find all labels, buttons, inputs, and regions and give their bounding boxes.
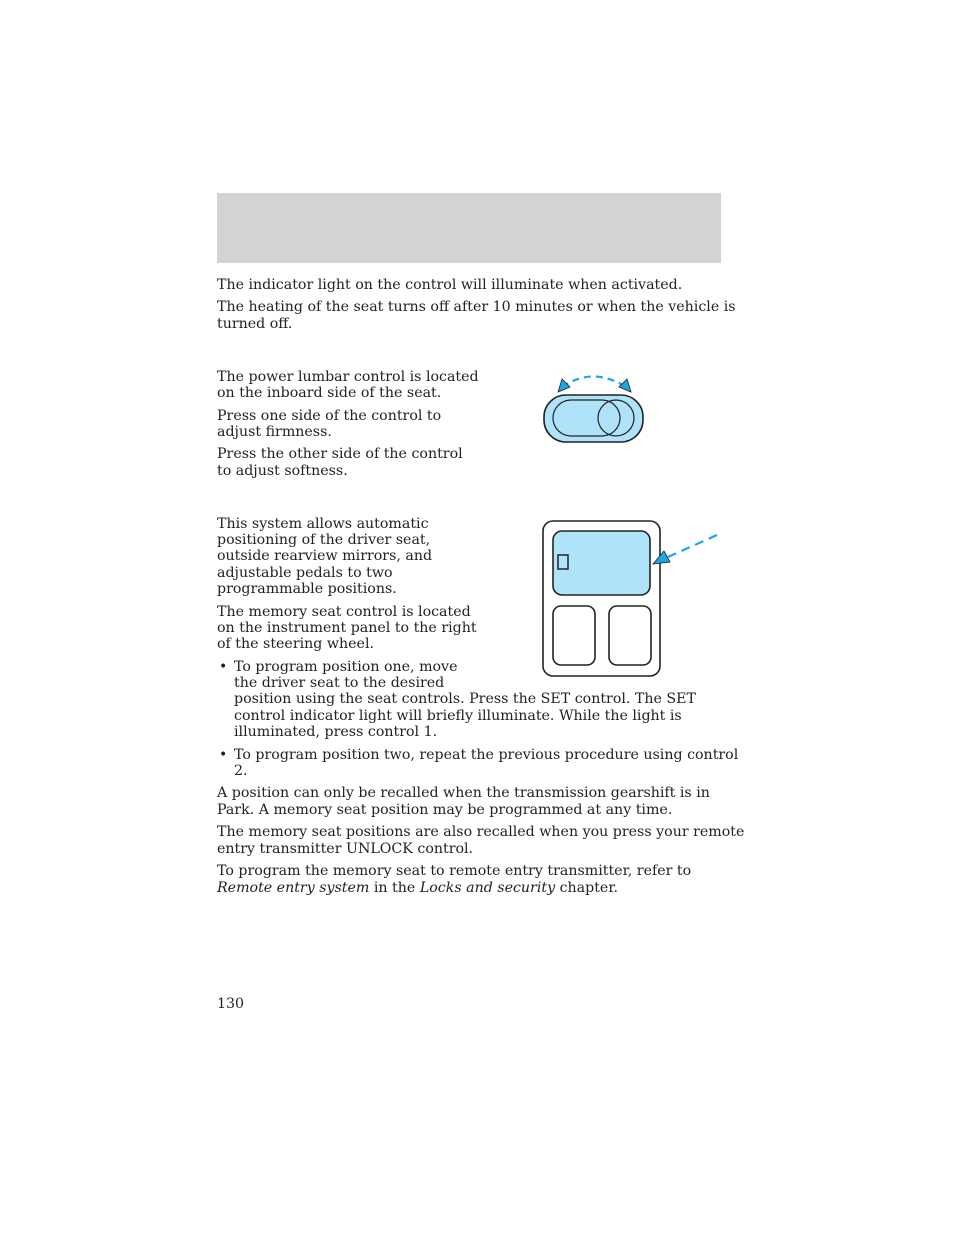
program-remote-line1: To program the memory seat to remote entry transmitter, refer to bbox=[217, 863, 692, 879]
lumbar-softness-line2: to adjust softness. bbox=[217, 463, 348, 479]
bullet1-line1: To program position one, move bbox=[234, 659, 458, 675]
lumbar-location-line1: The power lumbar control is located bbox=[217, 369, 479, 385]
memory-location-line3: of the steering wheel. bbox=[217, 636, 374, 652]
page-number: 130 bbox=[217, 996, 245, 1013]
lumbar-firmness-line1: Press one side of the control to bbox=[217, 408, 442, 424]
memory-button-1 bbox=[553, 606, 595, 665]
section-header-bar bbox=[217, 193, 721, 263]
indicator-text: The indicator light on the control will illuminate when activated. bbox=[217, 277, 683, 293]
lumbar-firmness-line2: adjust firmness. bbox=[217, 424, 332, 440]
reference-connector-text: in the bbox=[369, 880, 420, 896]
timeout-text-line1: The heating of the seat turns off after 10 minutes or when the vehicle is bbox=[217, 299, 736, 315]
bullet2-line1: To program position two, repeat the previous procedure using control bbox=[234, 747, 739, 763]
bullet-marker-2: • bbox=[219, 747, 228, 763]
locks-security-reference: Locks and security bbox=[419, 880, 556, 896]
lumbar-control-illustration bbox=[540, 370, 650, 446]
recall-line1: A position can only be recalled when the transmission gearshift is in bbox=[217, 785, 710, 801]
indicator-pointer-line bbox=[668, 535, 717, 557]
memory-seat-control-illustration bbox=[540, 518, 720, 680]
lumbar-curved-arrow bbox=[562, 377, 626, 388]
bullet1-line3: position using the seat controls. Press the SET control. The SET bbox=[234, 691, 696, 707]
timeout-text-line2: turned off. bbox=[217, 316, 293, 332]
bullet-marker-1: • bbox=[219, 659, 228, 675]
bullet2-line2: 2. bbox=[234, 763, 248, 779]
memory-intro-line5: programmable positions. bbox=[217, 581, 397, 597]
program-remote-line2 bbox=[217, 880, 618, 897]
remote-line2: entry transmitter UNLOCK control. bbox=[217, 841, 474, 857]
recall-line2: Park. A memory seat position may be programmed at any time. bbox=[217, 802, 673, 818]
bullet1-line5: illuminated, press control 1. bbox=[234, 724, 438, 740]
remote-entry-reference: Remote entry system bbox=[217, 880, 370, 896]
bullet1-line2: the driver seat to the desired bbox=[234, 675, 445, 691]
remote-line1: The memory seat positions are also recalled when you press your remote bbox=[217, 824, 745, 840]
lumbar-location-line2: on the inboard side of the seat. bbox=[217, 385, 442, 401]
lumbar-arrowhead-right-icon bbox=[619, 379, 631, 392]
lumbar-softness-line1: Press the other side of the control bbox=[217, 446, 463, 462]
memory-intro-line4: adjustable pedals to two bbox=[217, 565, 393, 581]
memory-intro-line2: positioning of the driver seat, bbox=[217, 532, 431, 548]
memory-intro-line3: outside rearview mirrors, and bbox=[217, 548, 433, 564]
lumbar-switch-body bbox=[544, 395, 643, 442]
chapter-suffix-text: chapter. bbox=[555, 880, 619, 896]
bullet1-line4: control indicator light will briefly illuminate. While the light is bbox=[234, 708, 682, 724]
memory-button-2 bbox=[609, 606, 651, 665]
memory-intro-line1: This system allows automatic bbox=[217, 516, 429, 532]
memory-location-line2: on the instrument panel to the right bbox=[217, 620, 477, 636]
lumbar-arrowhead-left-icon bbox=[558, 379, 570, 392]
memory-location-line1: The memory seat control is located bbox=[217, 604, 471, 620]
